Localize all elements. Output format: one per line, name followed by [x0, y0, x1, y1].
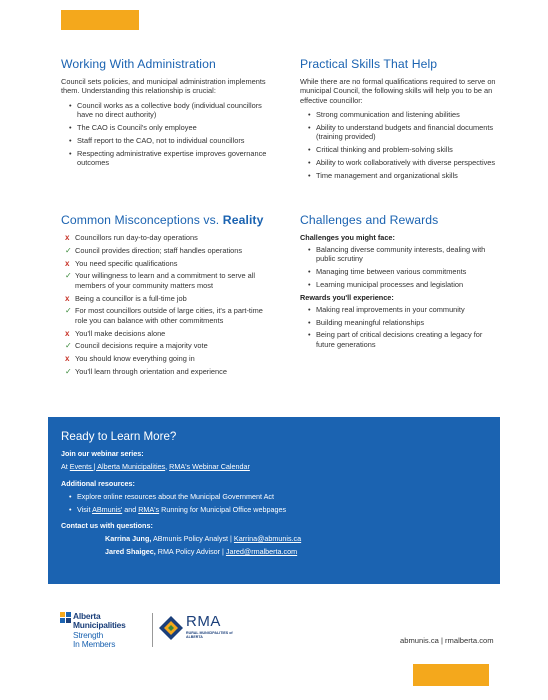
resource-mid: and: [122, 505, 139, 514]
contact-name: Jared Shaigec,: [105, 547, 156, 556]
myth-item: [61, 329, 273, 338]
item-text: You'll make decisions alone: [75, 328, 166, 338]
challenges-subheading: Challenges you might face:: [300, 233, 395, 242]
section-intro: Council sets policies, and municipal administration implements them. Understanding this relationship is crucial:: [61, 77, 266, 96]
cross-icon: x: [65, 293, 70, 303]
logo-tagline: In Members: [73, 639, 116, 649]
webinar-prefix: At: [61, 462, 70, 471]
myth-item: [61, 294, 273, 303]
item-text: For most councillors outside of large cities, it's a part-time role you can balance with other commitments: [75, 306, 263, 325]
bottom-accent-bar: [413, 664, 489, 686]
contact-name: Karrina Jung,: [105, 534, 152, 543]
contact-role: ABmunis Policy Analyst |: [151, 534, 234, 543]
section-heading: Working With Administration: [61, 57, 216, 71]
item-text: You should know everything going in: [75, 354, 195, 364]
item-text: Council decisions require a majority vote: [75, 341, 208, 351]
list-item: • Critical thinking and problem-solving skills: [308, 145, 500, 154]
panel-heading: Ready to Learn More?: [61, 430, 177, 443]
logo-text: RMA: [186, 613, 221, 630]
alberta-municipalities-logo: [60, 610, 155, 650]
list-item: • Managing time between various commitments: [308, 267, 500, 276]
myth-item: [61, 354, 273, 363]
contact-role: RMA Policy Advisor |: [155, 547, 226, 556]
logo-divider: [152, 613, 153, 647]
list-item: • Ability to work collaboratively with diverse perspectives: [308, 158, 500, 167]
checkmark-icon: ✓: [65, 366, 72, 376]
checkmark-icon: ✓: [65, 306, 72, 316]
separator: ,: [165, 462, 170, 471]
challenges-rewards-section: [300, 213, 500, 353]
rma-logo: [158, 613, 238, 649]
heading-text: Common Misconceptions vs.: [61, 213, 220, 227]
misconceptions-section: [61, 213, 273, 380]
cross-icon: x: [65, 328, 70, 338]
email-link[interactable]: Jared@rmalberta.com: [225, 547, 298, 556]
list-item: • Time management and organizational skills: [308, 171, 500, 180]
cross-icon: x: [65, 354, 70, 364]
fact-item: [61, 306, 273, 325]
contact-label: Contact us with questions:: [61, 521, 153, 530]
email-link[interactable]: Karrina@abmunis.ca: [233, 534, 302, 543]
webinar-line: [61, 462, 487, 471]
resource-suffix: Running for Municipal Office webpages: [159, 505, 287, 514]
list-item: • Staff report to the CAO, not to individual councillors: [69, 136, 273, 145]
fact-item: [61, 271, 273, 290]
resources-label: Additional resources:: [61, 479, 135, 488]
practical-skills-section: [300, 57, 500, 184]
logo-text: Municipalities: [73, 620, 126, 630]
list-item: • Council works as a collective body (individual councillors have no direct authority): [69, 101, 273, 120]
list-item: • The CAO is Council's only employee: [69, 123, 273, 132]
fact-item: [61, 367, 273, 376]
resource-prefix: Visit: [77, 505, 93, 514]
cross-icon: x: [65, 258, 70, 268]
resources-list: [61, 492, 487, 514]
myth-item: [61, 233, 273, 242]
list-item: • Making real improvements in your community: [308, 305, 500, 314]
top-accent-bar: [61, 10, 139, 30]
alberta-municipalities-logo-icon: [60, 612, 71, 623]
bullet-list: [300, 110, 500, 180]
rewards-subheading: Rewards you'll experience:: [300, 292, 394, 302]
list-item: • Explore online resources about the Municipal Government Act: [69, 492, 487, 501]
section-intro: While there are no formal qualifications required to serve on municipal Council, the following skills will help you to be an effective councillor:: [300, 77, 496, 105]
list-item: • Building meaningful relationships: [308, 318, 500, 327]
list-item: • Strong communication and listening abilities: [308, 110, 500, 119]
events-link[interactable]: Events | Alberta Municipalities: [69, 462, 166, 471]
challenges-list: [300, 245, 500, 289]
checkmark-icon: ✓: [65, 341, 72, 351]
rewards-list: [300, 305, 500, 349]
item-text: You need specific qualifications: [75, 258, 178, 268]
item-text: Councillors run day-to-day operations: [75, 233, 198, 242]
cross-icon: x: [65, 233, 70, 242]
heading-emphasis: Reality: [222, 213, 264, 227]
contact-line: [61, 547, 487, 556]
learn-more-panel: [48, 417, 500, 584]
item-text: Being a councillor is a full-time job: [75, 293, 187, 303]
fact-item: [61, 246, 273, 255]
webinar-calendar-link[interactable]: RMA's Webinar Calendar: [169, 462, 250, 471]
fact-item: [61, 341, 273, 350]
section-heading: [61, 213, 273, 227]
myth-fact-list: [61, 233, 273, 376]
checkmark-icon: ✓: [65, 271, 72, 281]
list-item: • Being part of critical decisions creating a legacy for future generations: [308, 330, 500, 349]
rma-link[interactable]: RMA's: [138, 505, 160, 514]
checkmark-icon: ✓: [65, 245, 72, 255]
rma-logo-icon: [158, 615, 184, 643]
list-item: [69, 505, 487, 514]
myth-item: [61, 259, 273, 268]
logo-text: Alberta: [73, 611, 101, 621]
section-heading: Challenges and Rewards: [300, 213, 439, 227]
section-heading: Practical Skills That Help: [300, 57, 438, 71]
list-item: • Respecting administrative expertise improves governance outcomes: [69, 149, 273, 168]
list-item: • Ability to understand budgets and financial documents (training provided): [308, 123, 500, 142]
webinar-label: Join our webinar series:: [61, 449, 144, 458]
item-text: Council provides direction; staff handles operations: [75, 245, 243, 255]
logo-subtext: RURAL MUNICIPALITIES of ALBERTA: [186, 631, 233, 640]
logo-tagline: Strength: [73, 630, 104, 640]
list-item: • Learning municipal processes and legislation: [308, 280, 500, 289]
abmunis-link[interactable]: ABmunis': [92, 505, 123, 514]
footer-urls[interactable]: abmunis.ca | rmalberta.com: [400, 636, 494, 645]
item-text: You'll learn through orientation and experience: [75, 366, 227, 376]
bullet-list: [61, 101, 273, 168]
contact-line: [61, 534, 487, 543]
item-text: Your willingness to learn and a commitment to serve all members of your community matters most: [75, 271, 256, 290]
list-item: • Balancing diverse community interests, dealing with public scrutiny: [308, 245, 500, 264]
working-with-administration-section: [61, 57, 273, 171]
